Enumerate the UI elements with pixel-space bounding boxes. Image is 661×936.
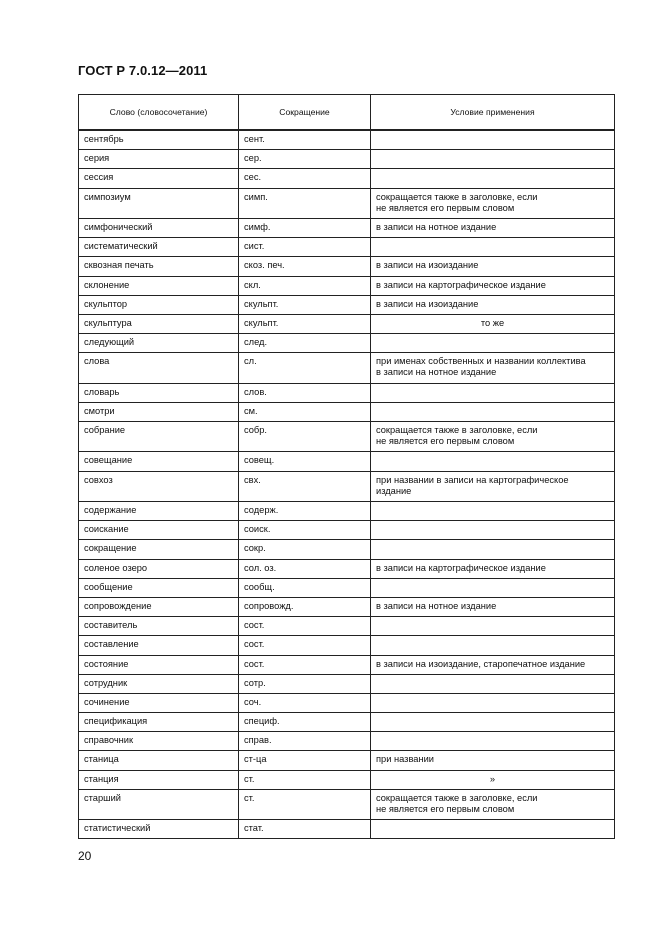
table-row: [79, 559, 615, 578]
word-cell: совхоз: [79, 471, 239, 501]
abbreviation-cell: след.: [239, 334, 371, 353]
abbreviation-cell: скл.: [239, 276, 371, 295]
abbreviation-cell: сост.: [239, 655, 371, 674]
word-cell: следующий: [79, 334, 239, 353]
table-row: [79, 353, 615, 383]
word-cell: собрание: [79, 422, 239, 452]
table-row: [79, 383, 615, 402]
abbreviation-cell: сол. оз.: [239, 559, 371, 578]
condition-cell: в записи на изоиздание: [371, 257, 615, 276]
condition-cell: при именах собственных и названии коллектива в записи на нотное издание: [371, 353, 615, 383]
abbreviation-cell: сл.: [239, 353, 371, 383]
table-row: [79, 150, 615, 169]
table-row: [79, 334, 615, 353]
condition-cell: [371, 540, 615, 559]
word-cell: скульптор: [79, 295, 239, 314]
condition-cell: в записи на нотное издание: [371, 597, 615, 616]
abbreviation-cell: скоз. печ.: [239, 257, 371, 276]
word-cell: состояние: [79, 655, 239, 674]
abbreviation-cell: совещ.: [239, 452, 371, 471]
abbreviation-cell: сес.: [239, 169, 371, 188]
word-cell: склонение: [79, 276, 239, 295]
condition-cell: в записи на нотное издание: [371, 218, 615, 237]
condition-cell: [371, 334, 615, 353]
abbreviation-cell: см.: [239, 402, 371, 421]
abbreviation-cell: сост.: [239, 636, 371, 655]
table-row: [79, 238, 615, 257]
table-row: [79, 422, 615, 452]
table-row: [79, 402, 615, 421]
condition-cell: [371, 238, 615, 257]
condition-cell: в записи на картографическое издание: [371, 559, 615, 578]
condition-cell: [371, 452, 615, 471]
abbreviation-cell: свх.: [239, 471, 371, 501]
word-cell: составитель: [79, 617, 239, 636]
condition-cell: [371, 617, 615, 636]
condition-cell: [371, 820, 615, 839]
word-cell: смотри: [79, 402, 239, 421]
word-cell: старший: [79, 789, 239, 819]
condition-cell: [371, 578, 615, 597]
word-cell: сентябрь: [79, 130, 239, 150]
word-cell: справочник: [79, 732, 239, 751]
condition-cell: [371, 521, 615, 540]
word-cell: станица: [79, 751, 239, 770]
column-header-condition: Условие применения: [371, 95, 615, 131]
condition-cell: [371, 674, 615, 693]
table-row: [79, 295, 615, 314]
word-cell: соискание: [79, 521, 239, 540]
word-cell: симфонический: [79, 218, 239, 237]
condition-cell: [371, 713, 615, 732]
abbreviation-cell: сокр.: [239, 540, 371, 559]
column-header-abbreviation: Сокращение: [239, 95, 371, 131]
table-row: [79, 713, 615, 732]
abbreviation-cell: собр.: [239, 422, 371, 452]
word-cell: сочинение: [79, 693, 239, 712]
abbreviation-cell: ст-ца: [239, 751, 371, 770]
word-cell: сопровождение: [79, 597, 239, 616]
word-cell: станция: [79, 770, 239, 789]
condition-cell: [371, 150, 615, 169]
table-row: [79, 130, 615, 150]
word-cell: сотрудник: [79, 674, 239, 693]
condition-cell: в записи на изоиздание, старопечатное издание: [371, 655, 615, 674]
abbreviation-cell: содерж.: [239, 502, 371, 521]
table-row: [79, 169, 615, 188]
table-row: [79, 578, 615, 597]
condition-cell: сокращается также в заголовке, если не является его первым словом: [371, 422, 615, 452]
abbreviation-cell: сопровожд.: [239, 597, 371, 616]
table-row: [79, 276, 615, 295]
condition-cell: при названии: [371, 751, 615, 770]
abbreviation-cell: соиск.: [239, 521, 371, 540]
abbreviation-cell: симф.: [239, 218, 371, 237]
table-row: [79, 617, 615, 636]
abbreviation-cell: сист.: [239, 238, 371, 257]
word-cell: составление: [79, 636, 239, 655]
table-row: [79, 732, 615, 751]
condition-cell: [371, 636, 615, 655]
condition-cell: »: [371, 770, 615, 789]
condition-cell: [371, 402, 615, 421]
abbreviation-cell: слов.: [239, 383, 371, 402]
abbreviation-cell: соч.: [239, 693, 371, 712]
condition-cell: [371, 693, 615, 712]
abbreviation-cell: скульпт.: [239, 295, 371, 314]
table-row: [79, 789, 615, 819]
table-row: [79, 674, 615, 693]
condition-cell: в записи на изоиздание: [371, 295, 615, 314]
column-header-word: Слово (словосочетание): [79, 95, 239, 131]
word-cell: словарь: [79, 383, 239, 402]
condition-cell: [371, 383, 615, 402]
abbreviation-cell: специф.: [239, 713, 371, 732]
word-cell: скульптура: [79, 314, 239, 333]
abbreviation-cell: сотр.: [239, 674, 371, 693]
word-cell: систематический: [79, 238, 239, 257]
condition-cell: то же: [371, 314, 615, 333]
abbreviations-table: [78, 94, 615, 839]
word-cell: сокращение: [79, 540, 239, 559]
abbreviation-cell: сер.: [239, 150, 371, 169]
abbreviation-cell: справ.: [239, 732, 371, 751]
word-cell: сквозная печать: [79, 257, 239, 276]
condition-cell: в записи на картографическое издание: [371, 276, 615, 295]
abbreviation-cell: ст.: [239, 770, 371, 789]
word-cell: совещание: [79, 452, 239, 471]
table-row: [79, 188, 615, 218]
abbreviation-cell: сообщ.: [239, 578, 371, 597]
condition-cell: [371, 169, 615, 188]
table-row: [79, 521, 615, 540]
table-row: [79, 257, 615, 276]
word-cell: сообщение: [79, 578, 239, 597]
abbreviation-cell: симп.: [239, 188, 371, 218]
abbreviation-cell: стат.: [239, 820, 371, 839]
word-cell: спецификация: [79, 713, 239, 732]
word-cell: содержание: [79, 502, 239, 521]
table-header-row: [79, 95, 615, 131]
word-cell: симпозиум: [79, 188, 239, 218]
abbreviation-cell: ст.: [239, 789, 371, 819]
abbreviation-cell: скульпт.: [239, 314, 371, 333]
table-row: [79, 452, 615, 471]
table-row: [79, 314, 615, 333]
condition-cell: [371, 732, 615, 751]
table-row: [79, 770, 615, 789]
document-header: ГОСТ Р 7.0.12—2011: [78, 63, 208, 78]
table-row: [79, 471, 615, 501]
table-row: [79, 820, 615, 839]
table-row: [79, 693, 615, 712]
table-row: [79, 751, 615, 770]
condition-cell: [371, 502, 615, 521]
condition-cell: при названии в записи на картографическое издание: [371, 471, 615, 501]
table-row: [79, 636, 615, 655]
abbreviation-cell: сент.: [239, 130, 371, 150]
page-number: 20: [78, 849, 92, 863]
condition-cell: [371, 130, 615, 150]
word-cell: соленое озеро: [79, 559, 239, 578]
word-cell: серия: [79, 150, 239, 169]
table-row: [79, 218, 615, 237]
abbreviation-cell: сост.: [239, 617, 371, 636]
table-row: [79, 502, 615, 521]
word-cell: слова: [79, 353, 239, 383]
condition-cell: сокращается также в заголовке, если не является его первым словом: [371, 188, 615, 218]
word-cell: сессия: [79, 169, 239, 188]
word-cell: статистический: [79, 820, 239, 839]
table-row: [79, 655, 615, 674]
table-row: [79, 597, 615, 616]
table-row: [79, 540, 615, 559]
condition-cell: сокращается также в заголовке, если не является его первым словом: [371, 789, 615, 819]
